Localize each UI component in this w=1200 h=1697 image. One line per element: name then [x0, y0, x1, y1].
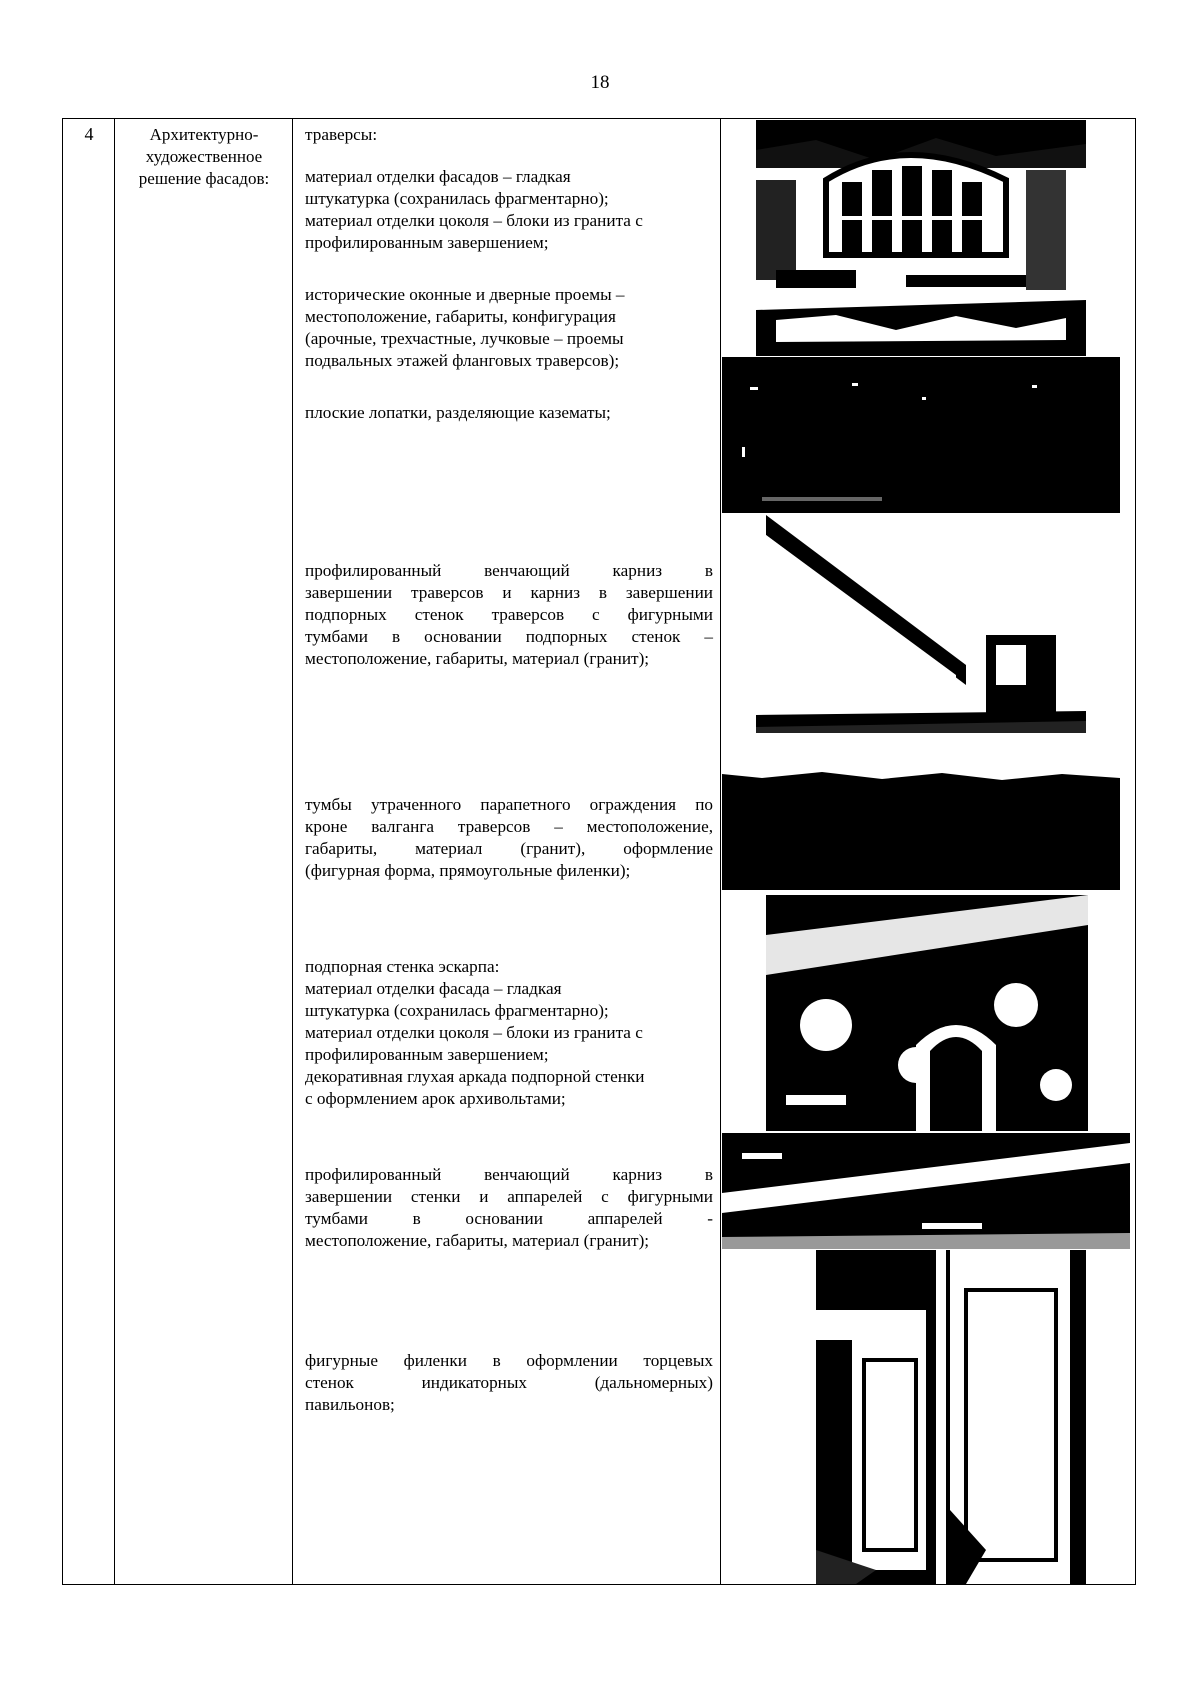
text-line: материал отделки цоколя – блоки из гранита с: [305, 211, 643, 230]
text-line: штукатурка (сохранилась фрагментарно);: [305, 1001, 609, 1020]
text-line: тумбы утраченного парапетного ограждения по: [305, 795, 713, 814]
column-divider-3: [720, 118, 721, 1585]
text-line: (фигурная форма, прямоугольные филенки);: [305, 861, 631, 880]
text-line: исторические оконные и дверные проемы –: [305, 285, 625, 304]
text-line: материал отделки цоколя – блоки из гранита с: [305, 1023, 643, 1042]
text-line: материал отделки фасадов – гладкая: [305, 167, 571, 186]
para-pilasters: [305, 402, 713, 424]
text-line: местоположение, габариты, материал (гранит);: [305, 1231, 650, 1250]
photo-parapet-pedestals: [722, 770, 1120, 890]
photo-escarp-arcade: [766, 895, 1088, 1131]
section-title-line: Архитектурно-: [149, 125, 259, 144]
photo-pavilion-panels: [816, 1250, 1086, 1584]
text-line: подпорная стенка эскарпа:: [305, 957, 500, 976]
para-openings: [305, 284, 713, 372]
text-line: (арочные, трехчастные, лучковые – проемы: [305, 329, 624, 348]
section-title-line: решение фасадов:: [138, 169, 270, 188]
text-line: фигурные филенки в оформлении торцевых: [305, 1351, 713, 1370]
para-traverses: [305, 124, 713, 146]
text-line: с оформлением арок архивольтами;: [305, 1089, 566, 1108]
text-line: габариты, материал (гранит), оформление: [305, 839, 713, 858]
section-title: [118, 124, 290, 190]
row-number: 4: [84, 124, 94, 144]
text-line: профилированным завершением;: [305, 1045, 549, 1064]
para-parapet-pedestals: [305, 794, 713, 882]
text-line: траверсы:: [305, 125, 378, 144]
para-panels-pavilions: [305, 1350, 713, 1416]
table-border-bottom: [62, 1584, 1136, 1585]
text-line: завершении стенки и аппарелей с фигурными: [305, 1187, 713, 1206]
text-line: плоские лопатки, разделяющие казематы;: [305, 403, 611, 422]
text-line: профилированный венчающий карниз в: [305, 1165, 713, 1184]
text-line: тумбами в основании аппарелей -: [305, 1209, 713, 1228]
text-line: завершении траверсов и карниз в завершении: [305, 583, 713, 602]
table-border-top: [62, 118, 1136, 119]
column-divider-1: [114, 118, 115, 1585]
text-line: подвальных этажей фланговых траверсов);: [305, 351, 620, 370]
text-line: павильонов;: [305, 1395, 395, 1414]
text-line: штукатурка (сохранилась фрагментарно);: [305, 189, 609, 208]
para-escarp-wall: [305, 956, 713, 1110]
text-line: материал отделки фасада – гладкая: [305, 979, 562, 998]
text-line: профилированным завершением;: [305, 233, 549, 252]
column-divider-2: [292, 118, 293, 1585]
table-border-left: [62, 118, 63, 1585]
text-line: тумбами в основании подпорных стенок –: [305, 627, 713, 646]
para-cornice-traverses: [305, 560, 713, 670]
page-number: 18: [590, 72, 610, 93]
photo-dark-casemates: [722, 357, 1120, 513]
text-line: местоположение, габариты, материал (гранит);: [305, 649, 650, 668]
para-facade-finish: [305, 166, 713, 254]
photo-wall-cornice: [722, 1133, 1130, 1249]
text-line: профилированный венчающий карниз в: [305, 561, 713, 580]
text-line: кроне валганга траверсов – местоположение,: [305, 817, 713, 836]
text-line: стенок индикаторных (дальномерных): [305, 1373, 713, 1392]
text-line: подпорных стенок траверсов с фигурными: [305, 605, 713, 624]
photo-arched-window: [756, 120, 1086, 356]
section-title-line: художественное: [145, 147, 263, 166]
text-line: местоположение, габариты, конфигурация: [305, 307, 616, 326]
para-cornice-wall: [305, 1164, 713, 1252]
table-border-right: [1135, 118, 1136, 1585]
photo-cornice-slope: [756, 515, 1086, 733]
text-line: декоративная глухая аркада подпорной стенки: [305, 1067, 645, 1086]
